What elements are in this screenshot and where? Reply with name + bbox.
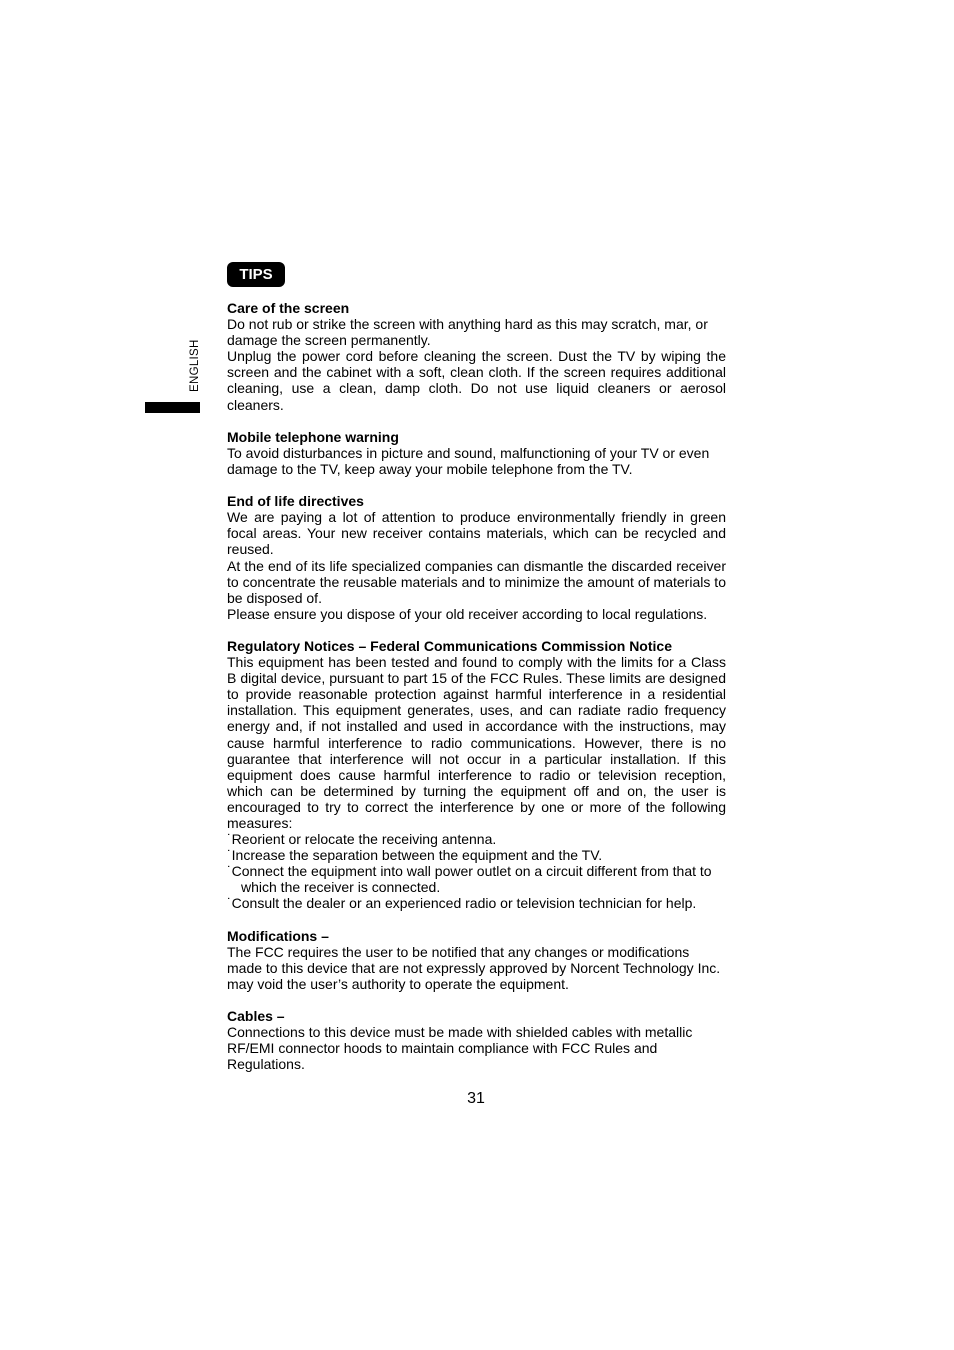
section-heading: Cables – [227, 1008, 285, 1025]
section-care-of-screen [227, 300, 726, 413]
section-paragraph: The FCC requires the user to be notified that any changes or modifications made to this device that are not expressly approved by Norcent Technology Inc. may void the user’s authority to operate the equipment. [227, 943, 721, 992]
section-end-of-life [227, 493, 726, 622]
page-number: 31 [467, 1090, 485, 1107]
section-heading: Modifications – [227, 927, 329, 944]
list-item: ˙Connect the equipment into wall power outlet on a circuit different from that to which the receiver is connected. [227, 863, 712, 896]
section-heading: End of life directives [227, 493, 364, 510]
section-paragraph: At the end of its life specialized companies can dismantle the discarded receiver to concentrate the reusable materials and to minimize the amount of materials to be disposed of. [227, 557, 726, 606]
language-marker-bar [145, 402, 200, 413]
section-fcc-notice [227, 638, 726, 912]
section-paragraph: Connections to this device must be made with shielded cables with metallic RF/EMI connector hoods to maintain compliance with FCC Rules and Regulations. [227, 1024, 693, 1073]
section-cables [227, 1008, 726, 1072]
section-paragraph: To avoid disturbances in picture and sound, malfunctioning of your TV or even damage to the TV, keep away your mobile telephone from the TV. [227, 444, 710, 477]
section-paragraph: Please ensure you dispose of your old receiver according to local regulations. [227, 605, 708, 622]
section-paragraph: This equipment has been tested and found to comply with the limits for a Class B digital device, pursuant to part 15 of the FCC Rules. These limits are designed to provide reasonable protection against harmful interference in a residential installation. This equipment generates, uses, and can radiate radio frequency energy and, if not installed and used in accordance with the instructions, may cause harmful interference to radio communications. However, there is no guarantee that interference will not occur in a particular installation. If this equipment does cause harmful interference to radio or television reception, which can be determined by turning the equipment off and on, the user is encouraged to try to correct the interference by one or more of the following measures: [227, 654, 726, 831]
section-paragraph: We are paying a lot of attention to produce environmentally friendly in green focal areas. Your new receiver contains materials, which can be recycled and reused. [227, 509, 726, 558]
section-paragraph: Unplug the power cord before cleaning the screen. Dust the TV by wiping the screen and the cabinet with a soft, clean cloth. If the screen requires additional cleaning, use a clean, damp cloth. Do not use liquid cleaners or aerosol cleaners. [227, 348, 726, 413]
section-heading: Mobile telephone warning [227, 428, 399, 445]
list-item: ˙Increase the separation between the equipment and the TV. [227, 847, 603, 864]
list-item: ˙Consult the dealer or an experienced radio or television technician for help. [227, 895, 697, 912]
section-heading: Regulatory Notices – Federal Communications Commission Notice [227, 637, 672, 654]
section-paragraph: Do not rub or strike the screen with anything hard as this may scratch, mar, or damage the screen permanently. [227, 316, 708, 349]
section-heading: Care of the screen [227, 300, 350, 316]
language-label: ENGLISH [189, 339, 201, 392]
section-modifications [227, 928, 726, 992]
section-mobile-warning [227, 429, 726, 477]
list-item: ˙Reorient or relocate the receiving antenna. [227, 831, 497, 848]
tips-content [227, 300, 726, 1089]
tips-badge: TIPS [227, 262, 285, 287]
measures-list [227, 831, 726, 911]
